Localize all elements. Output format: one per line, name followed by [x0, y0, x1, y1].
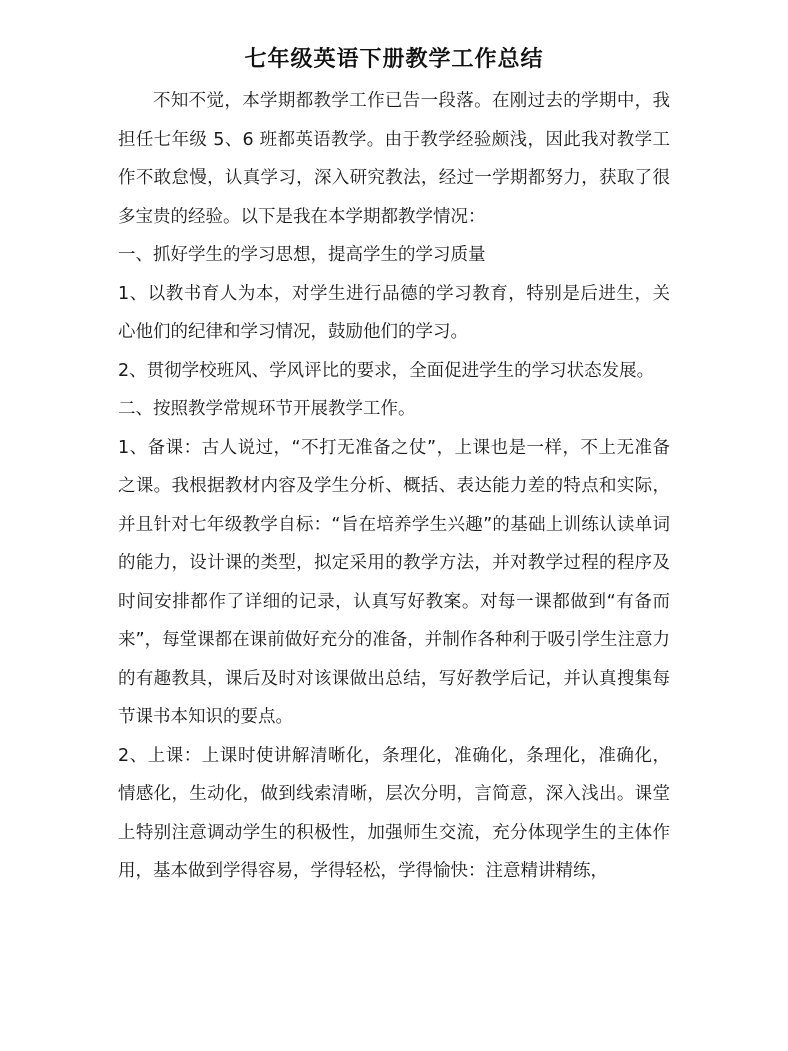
- paragraph-item-2-1: 1、备课：古人说过，“不打无准备之仗”，上课也是一样，不上无准备之课。我根据教材内容及学生分析、概括、表达能力差的特点和实际，并且针对七年级教学自标：“旨在培养学生兴趣”的基础上训练认读单词的能力，设计课的类型，拟定采用的教学方法，并对教学过程的程序及时间安排都作了详细的记录，认真写好教案。对每一课都做到“有备而来”，每堂课都在课前做好充分的准备，并制作各种利于吸引学生注意力的有趣教具，课后及时对该课做出总结，写好教学后记，并认真搜集每节课书本知识的要点。: [118, 437, 670, 727]
- paragraph-item-2-2: 2、上课：上课时使讲解清晰化，条理化，准确化，条理化，准确化，情感化，生动化，做到线索清晰，层次分明，言简意，深入浅出。课堂上特别注意调动学生的积极性，加强师生交流，充分体现学生的主体作用，基本做到学得容易，学得轻松，学得愉快：注意精讲精练，: [118, 745, 670, 881]
- document-title: 七年级英语下册教学工作总结: [244, 47, 544, 72]
- section-heading-2: 二、按照教学常规环节开展教学工作。: [118, 399, 416, 419]
- section-heading-1: 一、抓好学生的学习思想，提高学生的学习质量: [118, 245, 486, 265]
- paragraph-item-1-2: 2、贯彻学校班风、学风评比的要求，全面促进学生的学习状态发展。: [118, 360, 655, 381]
- paragraph-item-1-1: 1、以教书育人为本，对学生进行品德的学习教育，特别是后进生，关心他们的纪律和学习情况，鼓励他们的学习。: [118, 283, 670, 342]
- intro-paragraph: 不知不觉，本学期都教学工作已告一段落。在刚过去的学期中，我担任七年级 5、6 班都英语教学。由于教学经验颇浅，因此我对教学工作不敢怠慢，认真学习，深入研究教法，经过一学期都努力，获取了很多宝贵的经验。以下是我在本学期都教学情况：: [118, 91, 670, 227]
